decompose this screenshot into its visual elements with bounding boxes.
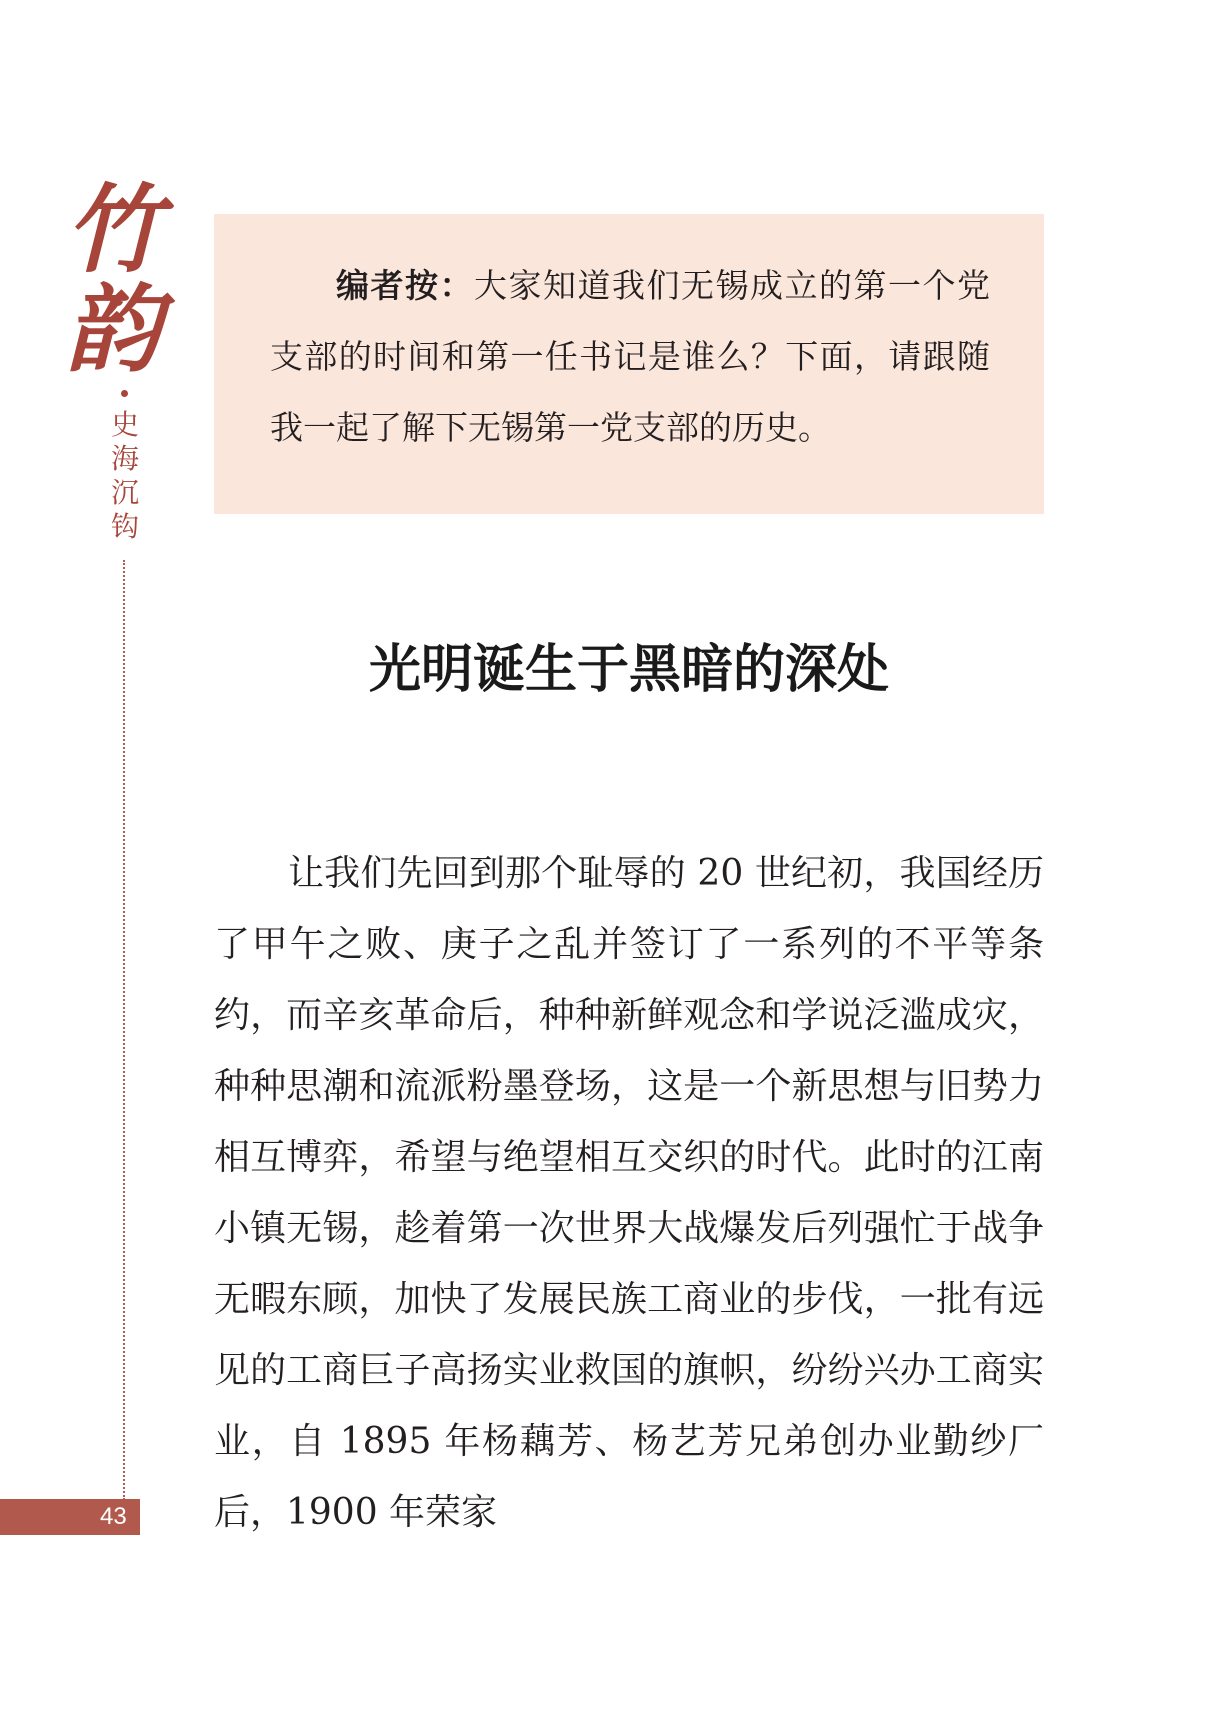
section-char-1: 史 xyxy=(110,408,139,441)
page-number: 43 xyxy=(100,1503,127,1530)
section-name-vertical xyxy=(108,408,142,544)
article-paragraph: 让我们先回到那个耻辱的 20 世纪初，我国经历了甲午之败、庚子之乱并签订了一系列的不平等条约，而辛亥革命后，种种新鲜观念和学说泛滥成灾，种种思潮和流派粉墨登场，这是一个新思想与旧势力相互博弈，希望与绝望相互交织的时代。此时的江南小镇无锡，趁着第一次世界大战爆发后列强忙于战争无暇东顾，加快了发展民族工商业的步伐，一批有远见的工商巨子高扬实业救国的旗帜，纷纷兴办工商实业，自 1895 年杨藕芳、杨艺芳兄弟创办业勤纱厂后，1900 年荣家 xyxy=(214,853,1044,1533)
editor-note-text: 大家知道我们无锡成立的第一个党支部的时间和第一任书记是谁么？下面，请跟随我一起了解下无锡第一党支部的历史。 xyxy=(270,266,990,447)
brand-char-2: 韵 xyxy=(65,273,161,386)
margin-dotted-rule xyxy=(123,560,125,1500)
editor-note-box xyxy=(214,214,1044,514)
editor-note xyxy=(270,250,990,463)
brand-separator-dot xyxy=(121,390,128,397)
section-char-2: 海 xyxy=(110,442,139,475)
article-title: 光明诞生于黑暗的深处 xyxy=(368,639,889,700)
section-char-4: 钩 xyxy=(110,510,139,543)
book-brand-logo xyxy=(58,173,168,386)
section-char-3: 沉 xyxy=(110,476,139,509)
editor-note-label: 编者按： xyxy=(336,266,474,305)
brand-char-1: 竹 xyxy=(65,173,161,286)
